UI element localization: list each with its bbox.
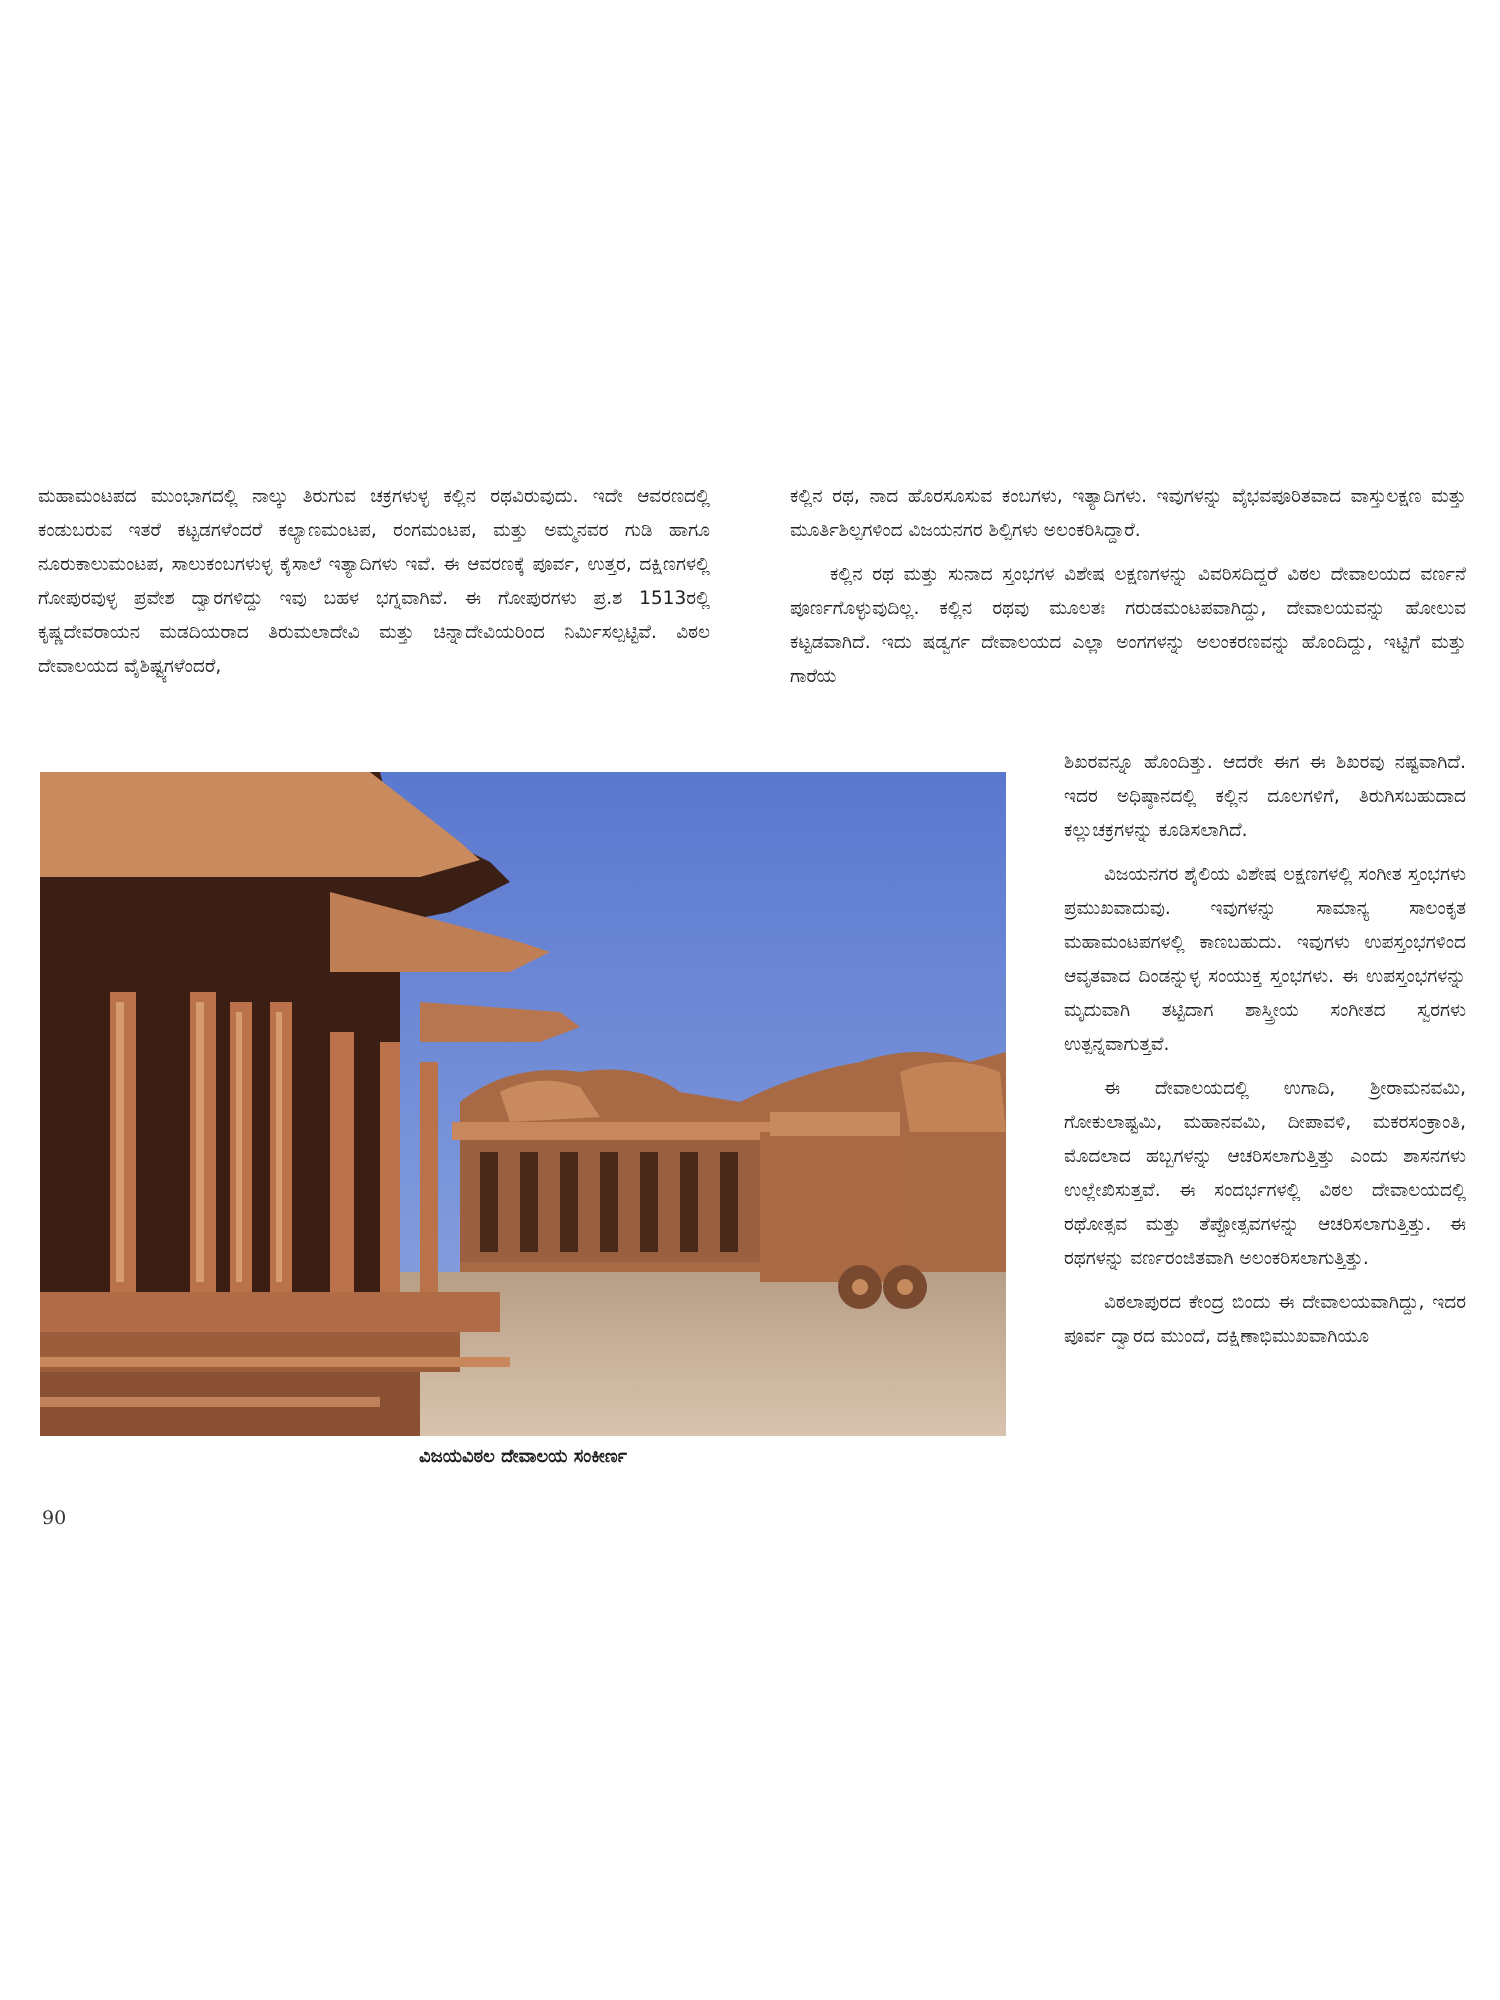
- right-column-top: [790, 480, 1466, 704]
- temple-photo: [40, 772, 1006, 1436]
- right-paragraph-3: ವಿಜಯನಗರ ಶೈಲಿಯ ವಿಶೇಷ ಲಕ್ಷಣಗಳಲ್ಲಿ ಸಂಗೀತ ಸ್ತಂಭಗಳು ಪ್ರಮುಖವಾದುವು. ಇವುಗಳನ್ನು ಸಾಮಾನ್ಯ ಸಾಲಂಕೃತ ಮಹಾಮಂಟಪಗಳಲ್ಲಿ ಕಾಣಬಹುದು. ಇವುಗಳು ಉಪಸ್ತಂಭಗಳಿಂದ ಆವೃತವಾದ ದಿಂಡನ್ನುಳ್ಳ ಸಂಯುಕ್ತ ಸ್ತಂಭಗಳು. ಈ ಉಪಸ್ತಂಭಗಳನ್ನು ಮೃದುವಾಗಿ ತಟ್ಟಿದಾಗ ಶಾಸ್ತ್ರೀಯ ಸಂಗೀತದ ಸ್ವರಗಳು ಉತ್ಪನ್ನವಾಗುತ್ತವೆ.: [1064, 864, 1466, 1055]
- right-paragraph-4: ಈ ದೇವಾಲಯದಲ್ಲಿ ಉಗಾದಿ, ಶ್ರೀರಾಮನವಮಿ, ಗೋಕುಲಾಷ್ಟಮಿ, ಮಹಾನವಮಿ, ದೀಪಾವಳಿ, ಮಕರಸಂಕ್ರಾಂತಿ, ಮೊದಲಾದ ಹಬ್ಬಗಳನ್ನು ಆಚರಿಸಲಾಗುತ್ತಿತ್ತು ಎಂದು ಶಾಸನಗಳು ಉಲ್ಲೇಖಿಸುತ್ತವೆ. ಈ ಸಂದರ್ಭಗಳಲ್ಲಿ ವಿಠಲ ದೇವಾಲಯದಲ್ಲಿ ರಥೋತ್ಸವ ಮತ್ತು ತೆಪ್ಪೋತ್ಸವಗಳನ್ನು ಆಚರಿಸಲಾಗುತ್ತಿತ್ತು. ಈ ರಥಗಳನ್ನು ವರ್ಣರಂಜಿತವಾಗಿ ಅಲಂಕರಿಸಲಾಗುತ್ತಿತ್ತು.: [1064, 1078, 1466, 1269]
- right-paragraph-1: ಕಲ್ಲಿನ ರಥ, ನಾದ ಹೊರಸೂಸುವ ಕಂಬಗಳು, ಇತ್ಯಾದಿಗಳು. ಇವುಗಳನ್ನು ವೈಭವಪೂರಿತವಾದ ವಾಸ್ತುಲಕ್ಷಣ ಮತ್ತು ಮೂರ್ತಿಶಿಲ್ಪಗಳಿಂದ ವಿಜಯನಗರ ಶಿಲ್ಪಿಗಳು ಅಲಂಕರಿಸಿದ್ದಾರೆ.: [790, 486, 1466, 541]
- right-paragraph-2: ಕಲ್ಲಿನ ರಥ ಮತ್ತು ಸುನಾದ ಸ್ತಂಭಗಳ ವಿಶೇಷ ಲಕ್ಷಣಗಳನ್ನು ವಿವರಿಸದಿದ್ದರೆ ವಿಠಲ ದೇವಾಲಯದ ವರ್ಣನೆ ಪೂರ್ಣಗೊಳ್ಳುವುದಿಲ್ಲ. ಕಲ್ಲಿನ ರಥವು ಮೂಲತಃ ಗರುಡಮಂಟಪವಾಗಿದ್ದು, ದೇವಾಲಯವನ್ನು ಹೋಲುವ ಕಟ್ಟಡವಾಗಿದೆ. ಇದು ಷಡ್ವರ್ಗ ದೇವಾಲಯದ ಎಲ್ಲಾ ಅಂಗಗಳನ್ನು ಅಲಂಕರಣವನ್ನು ಹೊಂದಿದ್ದು, ಇಟ್ಟಿಗೆ ಮತ್ತು ಗಾರೆಯ: [790, 564, 1466, 687]
- page-number: 90: [42, 1507, 67, 1529]
- right-paragraph-5: ವಿಠಲಾಪುರದ ಕೇಂದ್ರ ಬಿಂದು ಈ ದೇವಾಲಯವಾಗಿದ್ದು, ಇದರ ಪೂರ್ವ ದ್ವಾರದ ಮುಂದೆ, ದಕ್ಷಿಣಾಭಿಮುಖವಾಗಿಯೂ: [1064, 1292, 1466, 1347]
- figure-caption: ವಿಜಯವಿಠಲ ದೇವಾಲಯ ಸಂಕೀರ್ಣ: [419, 1446, 627, 1467]
- left-column: [38, 480, 710, 694]
- right-column-narrow: [1064, 746, 1466, 1364]
- right-paragraph-2-continued: ಶಿಖರವನ್ನೂ ಹೊಂದಿತ್ತು. ಆದರೇ ಈಗ ಈ ಶಿಖರವು ನಷ್ಟವಾಗಿದೆ. ಇದರ ಅಧಿಷ್ಠಾನದಲ್ಲಿ ಕಲ್ಲಿನ ದೂಲಗಳಿಗೆ, ತಿರುಗಿಸಬಹುದಾದ ಕಲ್ಲುಚಕ್ರಗಳನ್ನು ಕೂಡಿಸಲಾಗಿದೆ.: [1064, 752, 1466, 841]
- left-paragraph: ಮಹಾಮಂಟಪದ ಮುಂಭಾಗದಲ್ಲಿ ನಾಲ್ಕು ತಿರುಗುವ ಚಕ್ರಗಳುಳ್ಳ ಕಲ್ಲಿನ ರಥವಿರುವುದು. ಇದೇ ಆವರಣದಲ್ಲಿ ಕಂಡುಬರುವ ಇತರೆ ಕಟ್ಟಡಗಳೆಂದರೆ ಕಲ್ಯಾಣಮಂಟಪ, ರಂಗಮಂಟಪ, ಮತ್ತು ಅಮ್ಮನವರ ಗುಡಿ ಹಾಗೂ ನೂರುಕಾಲುಮಂಟಪ, ಸಾಲುಕಂಬಗಳುಳ್ಳ ಕೈಸಾಲೆ ಇತ್ಯಾದಿಗಳು ಇವೆ. ಈ ಆವರಣಕ್ಕೆ ಪೂರ್ವ, ಉತ್ತರ, ದಕ್ಷಿಣಗಳಲ್ಲಿ ಗೋಪುರವುಳ್ಳ ಪ್ರವೇಶ ದ್ವಾರಗಳಿದ್ದು ಇವು ಬಹಳ ಭಗ್ನವಾಗಿವೆ. ಈ ಗೋಪುರಗಳು ಪ್ರ.ಶ 1513ರಲ್ಲಿ ಕೃಷ್ಣದೇವರಾಯನ ಮಡದಿಯರಾದ ತಿರುಮಲಾದೇವಿ ಮತ್ತು ಚಿನ್ನಾದೇವಿಯರಿಂದ ನಿರ್ಮಿಸಲ್ಪಟ್ಟಿವೆ. ವಿಠಲ ದೇವಾಲಯದ ವೈಶಿಷ್ಟ್ಯಗಳೆಂದರೆ,: [38, 486, 710, 677]
